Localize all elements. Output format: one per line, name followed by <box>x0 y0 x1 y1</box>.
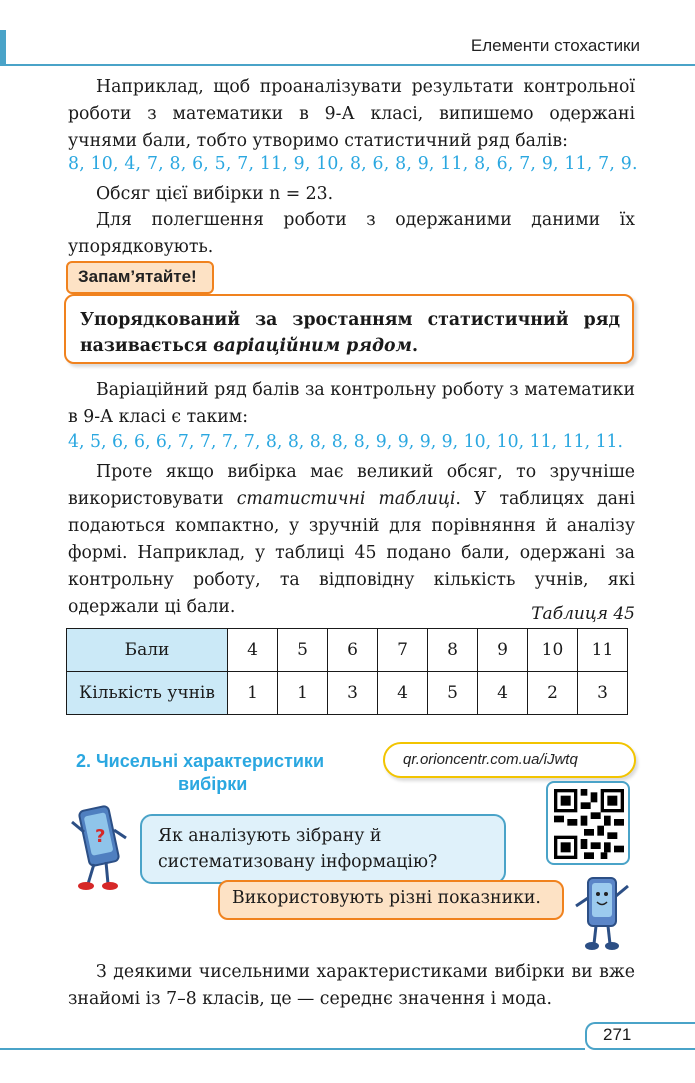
table-cell: 6 <box>328 629 378 672</box>
footer-line <box>0 1048 585 1050</box>
definition-part: Упорядкований за зростанням статистичний ряд називається <box>80 310 620 356</box>
table-cell: 4 <box>478 672 528 715</box>
question-text: Як аналізують зібрану й систематизовану інформацію? <box>158 826 438 872</box>
tables-text-c: . У таблицях дані подаються компактно, у зручній для порівняння й аналізу формі. Наприклад, у таблиці 45 подано бали, одержані за контрольну роботу, та відповідну кількість учнів, які одержали ці бали. <box>68 489 635 617</box>
row-header-count: Кількість учнів <box>67 672 228 715</box>
definition-end: . <box>412 336 419 356</box>
section-title-line2: вибірки <box>178 774 248 794</box>
table-cell: 1 <box>278 672 328 715</box>
table-cell: 3 <box>578 672 628 715</box>
remember-tab-label: Запам’ятайте! <box>78 267 197 286</box>
tables-text-a: Проте якщо вибірка має великий обсяг, то зручніше використовувати <box>68 462 635 509</box>
table-caption: Таблиця 45 <box>531 604 635 624</box>
remember-definition <box>80 307 620 359</box>
table-row <box>67 629 628 672</box>
scores-table <box>66 628 628 715</box>
page-number-box <box>585 1022 695 1050</box>
table-cell: 7 <box>378 629 428 672</box>
table-cell: 5 <box>278 629 328 672</box>
table-cell: 1 <box>228 672 278 715</box>
variational-series: 4, 5, 6, 6, 6, 7, 7, 7, 7, 8, 8, 8, 8, 8, 9, 9, 9, 9, 10, 10, 11, 11, 11. <box>68 432 624 452</box>
table-cell: 11 <box>578 629 628 672</box>
table-cell: 5 <box>428 672 478 715</box>
table-cell: 4 <box>228 629 278 672</box>
sample-size: Обсяг цієї вибірки n = 23. <box>96 184 334 204</box>
definition-term: варіаційним рядом <box>213 336 412 356</box>
page-number: 271 <box>603 1025 632 1044</box>
section-title: 2. Чисельні характеристики <box>76 751 325 771</box>
paragraph-tables <box>68 459 635 621</box>
svg-text:?: ? <box>95 826 106 847</box>
row-header-scores: Бали <box>67 629 228 672</box>
paragraph-characteristics: З деякими чисельними характеристиками вибірки ви вже знайомі із 7–8 класів, це — середнє значення і мода. <box>68 962 635 1009</box>
answering-character-icon <box>572 874 632 952</box>
table-row <box>67 672 628 715</box>
header-accent <box>0 30 6 64</box>
statistical-series: 8, 10, 4, 7, 8, 6, 5, 7, 11, 9, 10, 8, 6, 8, 9, 11, 8, 6, 7, 9, 11, 7, 9. <box>68 154 638 174</box>
paragraph-variational: Варіаційний ряд балів за контрольну роботу з математики в 9-А класі є таким: <box>68 380 635 427</box>
tables-term: статистичні таблиці <box>236 489 456 509</box>
table-cell: 8 <box>428 629 478 672</box>
table-cell: 10 <box>528 629 578 672</box>
chapter-title: Елементи стохастики <box>470 36 640 55</box>
qr-code-frame <box>546 781 630 865</box>
table-cell: 4 <box>378 672 428 715</box>
table-cell: 9 <box>478 629 528 672</box>
paragraph-ordering: Для полегшення роботи з одержаними даними їх упорядковують. <box>68 210 635 257</box>
qr-code-icon <box>554 789 624 859</box>
answer-text: Використовують різні показники. <box>232 888 541 908</box>
table-cell: 3 <box>328 672 378 715</box>
qr-link[interactable]: qr.orioncentr.com.ua/iJwtq <box>403 751 578 768</box>
thinking-character-icon <box>70 804 130 892</box>
sample-size-text <box>68 181 635 208</box>
table-cell: 2 <box>528 672 578 715</box>
paragraph-intro: Наприклад, щоб проаналізувати результати контрольної роботи з математики в 9-А класі, випишемо одержані учнями бали, тобто утворимо статистичний ряд балів: <box>68 77 635 151</box>
